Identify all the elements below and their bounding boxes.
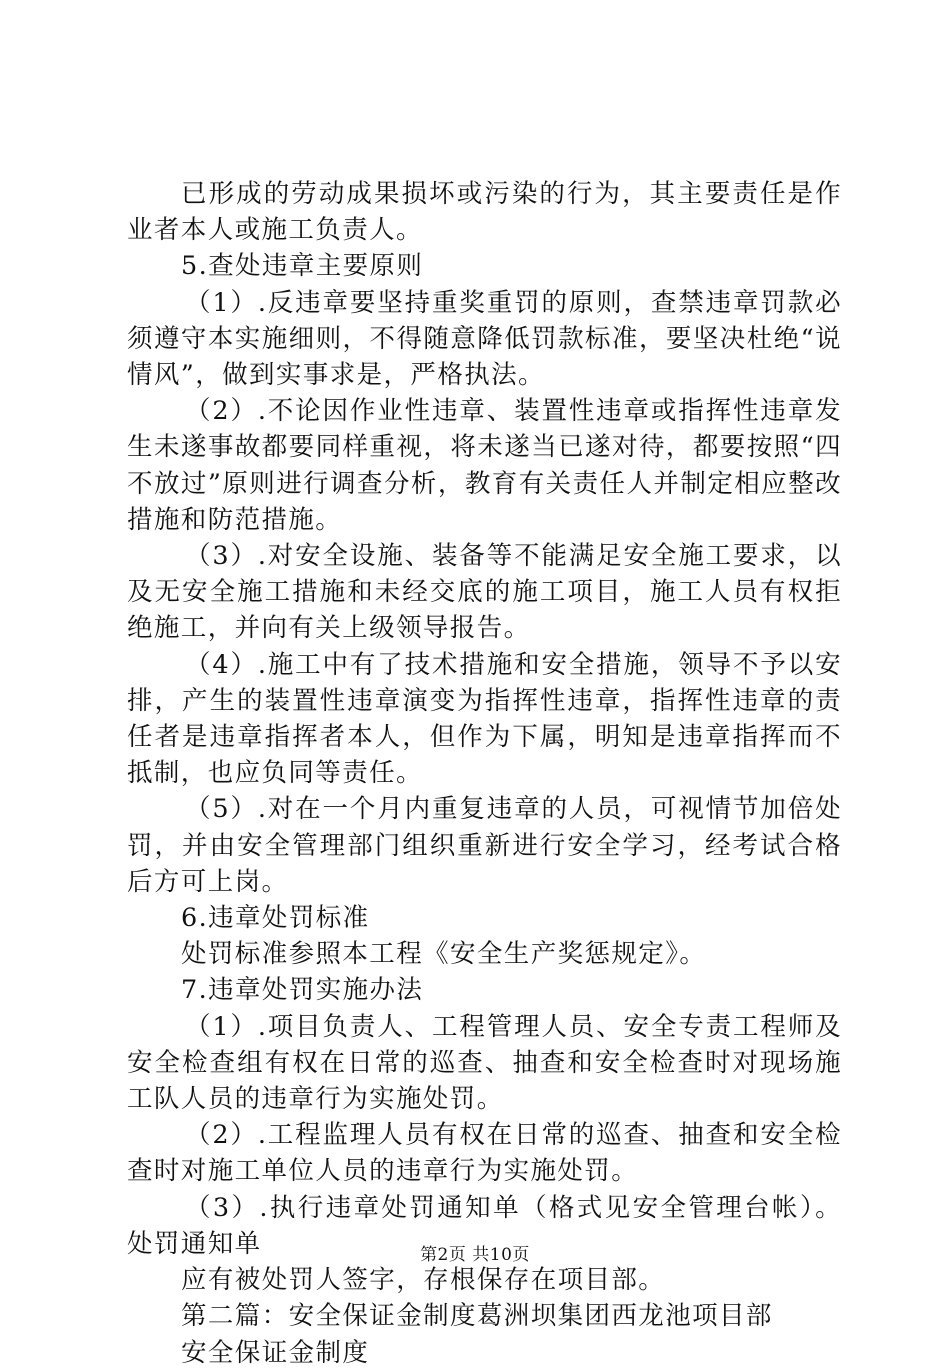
paragraph-responsibility: 已形成的劳动成果损坏或污染的行为，其主要责任是作业者本人或施工负责人。 xyxy=(127,179,842,246)
paragraph-method-1: （1）.项目负责人、工程管理人员、安全专责工程师及安全检查组有权在日常的巡查、抽查和安全检查时对现场施工队人员的违章行为实施处罚。 xyxy=(127,1011,842,1115)
heading-principles: 5.查处违章主要原则 xyxy=(181,251,424,282)
heading-part-two: 第二篇：安全保证金制度葛洲坝集团西龙池项目部 xyxy=(181,1301,773,1332)
paragraph-method-2: （2）.工程监理人员有权在日常的巡查、抽查和安全检查时对施工单位人员的违章行为实施处罚。 xyxy=(127,1120,842,1187)
paragraph-principle-4: （4）.施工中有了技术措施和安全措施，领导不予以安排，产生的装置性违章演变为指挥性违章，指挥性违章的责任者是违章指挥者本人，但作为下属，明知是违章指挥而不抵制，也应负同等责任。 xyxy=(127,649,842,789)
paragraph-signature-note: 应有被处罚人签字，存根保存在项目部。 xyxy=(181,1265,666,1296)
heading-penalty-standard: 6.违章处罚标准 xyxy=(181,903,370,934)
paragraph-principle-2: （2）.不论因作业性违章、装置性违章或指挥性违章发生未遂事故都要同样重视，将未遂当已遂对待，都要按照“四不放过”原则进行调查分析，教育有关责任人并制定相应整改措施和防范措施。 xyxy=(127,396,842,535)
heading-penalty-method: 7.违章处罚实施办法 xyxy=(181,975,424,1006)
paragraph-principle-1: （1）.反违章要坚持重奖重罚的原则，查禁违章罚款必须遵守本实施细则，不得随意降低罚款标准，要坚决杜绝“说情风”，做到实事求是，严格执法。 xyxy=(127,287,842,391)
paragraph-principle-5: （5）.对在一个月内重复违章的人员，可视情节加倍处罚，并由安全管理部门组织重新进行安全学习，经考试合格后方可上岗。 xyxy=(127,794,842,897)
paragraph-penalty-standard: 处罚标准参照本工程《安全生产奖惩规定》。 xyxy=(181,939,707,970)
paragraph-method-3: （3）.执行违章处罚通知单（格式见安全管理台帐）。处罚通知单 xyxy=(127,1192,842,1259)
page-number-footer: 第2页 共10页 xyxy=(420,1245,530,1265)
heading-security-deposit: 安全保证金制度 xyxy=(181,1337,370,1368)
document-body xyxy=(127,176,842,1371)
paragraph-principle-3: （3）.对安全设施、装备等不能满足安全施工要求，以及无安全施工措施和未经交底的施工项目，施工人员有权拒绝施工，并向有关上级领导报告。 xyxy=(127,541,842,644)
